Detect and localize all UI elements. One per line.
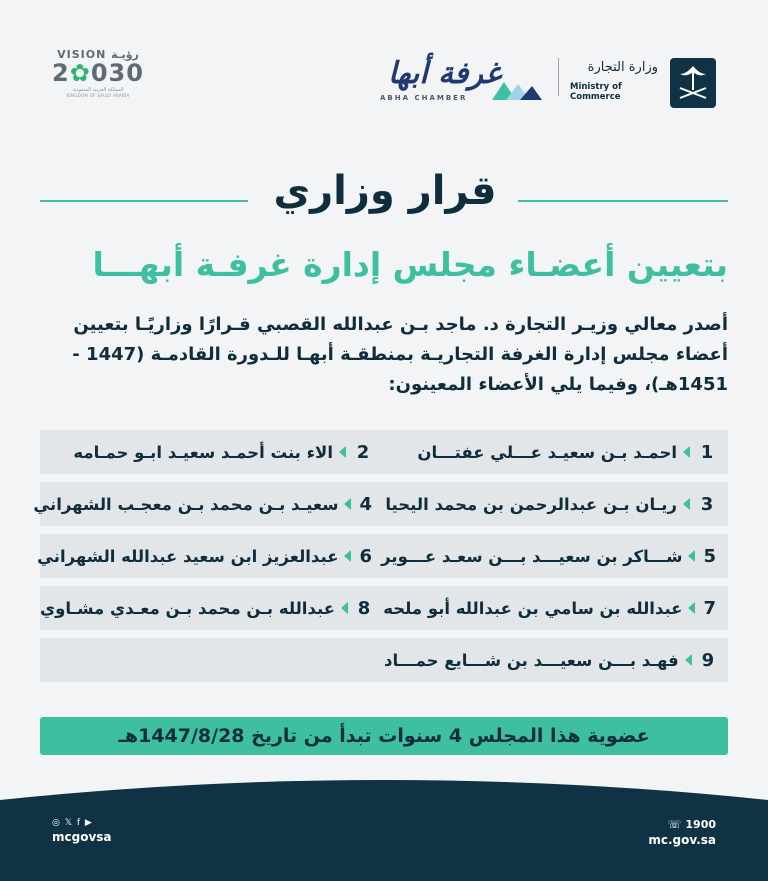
arrow-icon bbox=[685, 654, 692, 666]
page-title: قرار وزاري bbox=[273, 168, 497, 214]
member-name: عبدالعزيز ابن سعيد عبدالله الشهراني bbox=[37, 546, 339, 566]
members-grid bbox=[33, 430, 728, 690]
title-line-right bbox=[518, 200, 728, 202]
vision-year: 2✿030 bbox=[52, 59, 144, 87]
phone-number[interactable]: ☏ 1900 bbox=[667, 818, 716, 831]
title-row bbox=[40, 168, 728, 228]
abha-mountains-icon bbox=[492, 78, 542, 100]
member-name: فهـد بـــن سعيـــد بن شـــايع حمـــاد bbox=[384, 650, 679, 670]
page-subtitle: بتعيين أعضـاء مجلس إدارة غرفـة أبهـــا bbox=[92, 245, 728, 284]
member-number: 9 bbox=[701, 649, 715, 671]
arrow-icon bbox=[341, 602, 348, 614]
website-link[interactable]: mc.gov.sa bbox=[648, 833, 716, 847]
arrow-icon bbox=[339, 446, 346, 458]
members-row bbox=[40, 586, 728, 630]
vision-o-flower-icon: ✿ bbox=[69, 59, 91, 87]
footer-contact bbox=[648, 818, 716, 847]
member-number: 7 bbox=[703, 597, 716, 619]
abha-chamber-logo bbox=[380, 56, 555, 106]
member-item bbox=[384, 482, 728, 526]
member-name: احمـد بـن سعيـد عـــلي عفتـــان bbox=[417, 442, 677, 462]
member-item bbox=[384, 638, 728, 682]
member-item bbox=[384, 430, 728, 474]
vision-2030-logo bbox=[48, 48, 148, 98]
members-row bbox=[40, 430, 728, 474]
member-number: 3 bbox=[700, 493, 714, 515]
arrow-icon bbox=[683, 498, 690, 510]
abha-chamber-name-en: ABHA CHAMBER bbox=[380, 94, 468, 102]
member-name: الاء بنت أحمـد سعيـد ابـو حمـامه bbox=[73, 442, 333, 462]
social-icons[interactable]: ◎ 𝕏 f ▶ bbox=[52, 818, 93, 828]
title-line-left bbox=[40, 200, 248, 202]
member-number: 5 bbox=[703, 545, 716, 567]
abha-chamber-name-ar: غرفة أبها bbox=[388, 56, 501, 91]
member-item bbox=[381, 534, 728, 578]
member-item bbox=[40, 430, 384, 474]
social-handle[interactable]: mcgovsa bbox=[52, 830, 112, 844]
vision-sub-ar: المملكة العربية السعودية bbox=[72, 87, 124, 93]
footer-social bbox=[52, 818, 112, 844]
ministry-name-en: Ministry of Commerce bbox=[570, 82, 622, 102]
ministry-name-ar: وزارة التجارة bbox=[587, 60, 658, 75]
member-number: 2 bbox=[356, 441, 370, 463]
members-row bbox=[37, 534, 728, 578]
members-row bbox=[33, 482, 728, 526]
member-item bbox=[33, 482, 384, 526]
arrow-icon bbox=[683, 446, 690, 458]
arrow-icon bbox=[688, 602, 695, 614]
membership-banner: عضوية هذا المجلس 4 سنوات تبدأ من تاريخ 1447/8/28هـ bbox=[40, 717, 728, 755]
member-name: ريـان بـن عبدالرحمن بن محمد اليحيا bbox=[385, 494, 677, 514]
member-name: عبدالله بـن محمد بـن معـدي مشـاوي bbox=[40, 598, 335, 618]
intro-paragraph: أصدر معالي وزيـر التجارة د. ماجد بـن عبدالله القصبي قـرارًا وزاريًـا بتعيين أعضاء مجلس إدارة الغرفة التجاريـة بمنطقـة أبهـا للـدورة القادمـة (1447 - 1451هـ)، وفيما يلي الأعضاء المعينون: bbox=[72, 314, 728, 395]
header-divider bbox=[558, 58, 559, 96]
member-item bbox=[384, 586, 728, 630]
member-number: 4 bbox=[359, 493, 372, 515]
member-number: 6 bbox=[359, 545, 372, 567]
members-row bbox=[40, 638, 728, 682]
member-item bbox=[40, 586, 384, 630]
arrow-icon bbox=[344, 550, 351, 562]
arrow-icon bbox=[344, 498, 351, 510]
member-name: عبدالله بن سامي بن عبدالله أبو ملحه bbox=[383, 598, 683, 618]
ministry-logo bbox=[570, 58, 720, 108]
arrow-icon bbox=[688, 550, 695, 562]
saudi-emblem-icon bbox=[670, 58, 716, 108]
member-number: 1 bbox=[700, 441, 714, 463]
vision-label: VISION رؤيـة bbox=[57, 48, 139, 61]
member-number: 8 bbox=[357, 597, 371, 619]
member-name: سعيـد بـن محمد بـن معجـب الشهراني bbox=[33, 494, 339, 514]
vision-sub-en: KINGDOM OF SAUDI ARABIA bbox=[66, 93, 130, 98]
header bbox=[0, 38, 768, 118]
member-name: شـــاكر بن سعيـــد بـــن سعـد عـــوير bbox=[381, 546, 683, 566]
member-item bbox=[37, 534, 384, 578]
